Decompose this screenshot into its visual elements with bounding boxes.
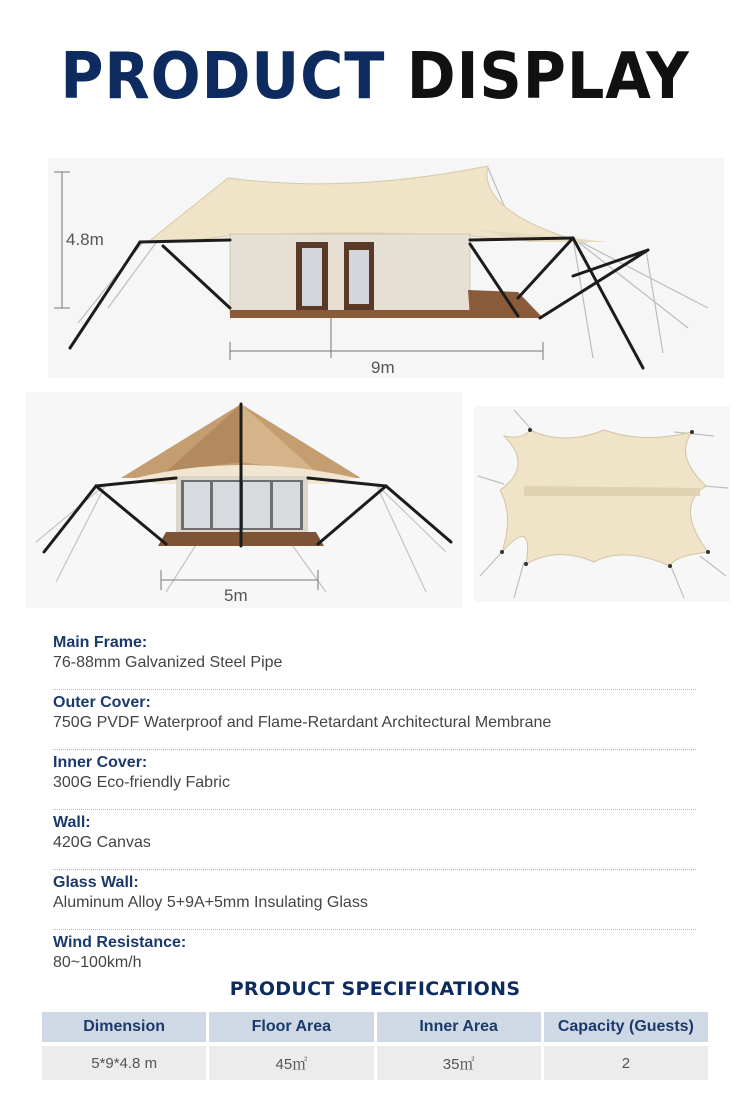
spec-item-main-frame	[53, 630, 696, 690]
table-header-cell: Floor Area	[209, 1012, 373, 1042]
spec-value: 750G PVDF Waterproof and Flame-Retardant Architectural Membrane	[53, 714, 552, 731]
tent-side-view-image	[48, 158, 724, 378]
tent-front-view-image	[26, 392, 462, 608]
spec-value: 76-88mm Galvanized Steel Pipe	[53, 654, 283, 671]
spec-label: Wind Resistance:	[53, 934, 187, 951]
table-cell: 5*9*4.8 m	[42, 1046, 206, 1080]
spec-item-glass-wall	[53, 870, 696, 930]
table-header-cell: Capacity (Guests)	[544, 1012, 708, 1042]
table-header-cell: Inner Area	[377, 1012, 541, 1042]
spec-label: Outer Cover:	[53, 694, 151, 711]
spec-list	[53, 630, 696, 990]
page-title	[30, 40, 720, 114]
table-cell: 45㎡	[209, 1046, 373, 1080]
table-header-row	[42, 1012, 708, 1042]
table-cell: 35㎡	[377, 1046, 541, 1080]
table-cell: 2	[544, 1046, 708, 1080]
title-word-product: PRODUCT	[60, 40, 386, 114]
spec-label: Glass Wall:	[53, 874, 139, 891]
spec-label: Inner Cover:	[53, 754, 148, 771]
spec-item-wall	[53, 810, 696, 870]
spec-value: Aluminum Alloy 5+9A+5mm Insulating Glass	[53, 894, 368, 911]
table-header-cell: Dimension	[42, 1012, 206, 1042]
spec-label: Main Frame:	[53, 634, 148, 651]
spec-item-outer-cover	[53, 690, 696, 750]
spec-value: 420G Canvas	[53, 834, 151, 851]
tent-top-view-image	[474, 406, 730, 602]
spec-table-title: PRODUCT SPECIFICATIONS	[229, 978, 521, 1000]
spec-value: 300G Eco-friendly Fabric	[53, 774, 230, 791]
spec-item-inner-cover	[53, 750, 696, 810]
width-dimension-label: 9m	[371, 358, 395, 377]
height-dimension-label: 4.8m	[66, 230, 104, 249]
front-width-dimension-label: 5m	[224, 586, 248, 605]
spec-table	[42, 1012, 708, 1080]
table-row	[42, 1046, 708, 1080]
title-word-display: DISPLAY	[406, 40, 690, 114]
spec-label: Wall:	[53, 814, 91, 831]
spec-value: 80~100km/h	[53, 954, 142, 971]
